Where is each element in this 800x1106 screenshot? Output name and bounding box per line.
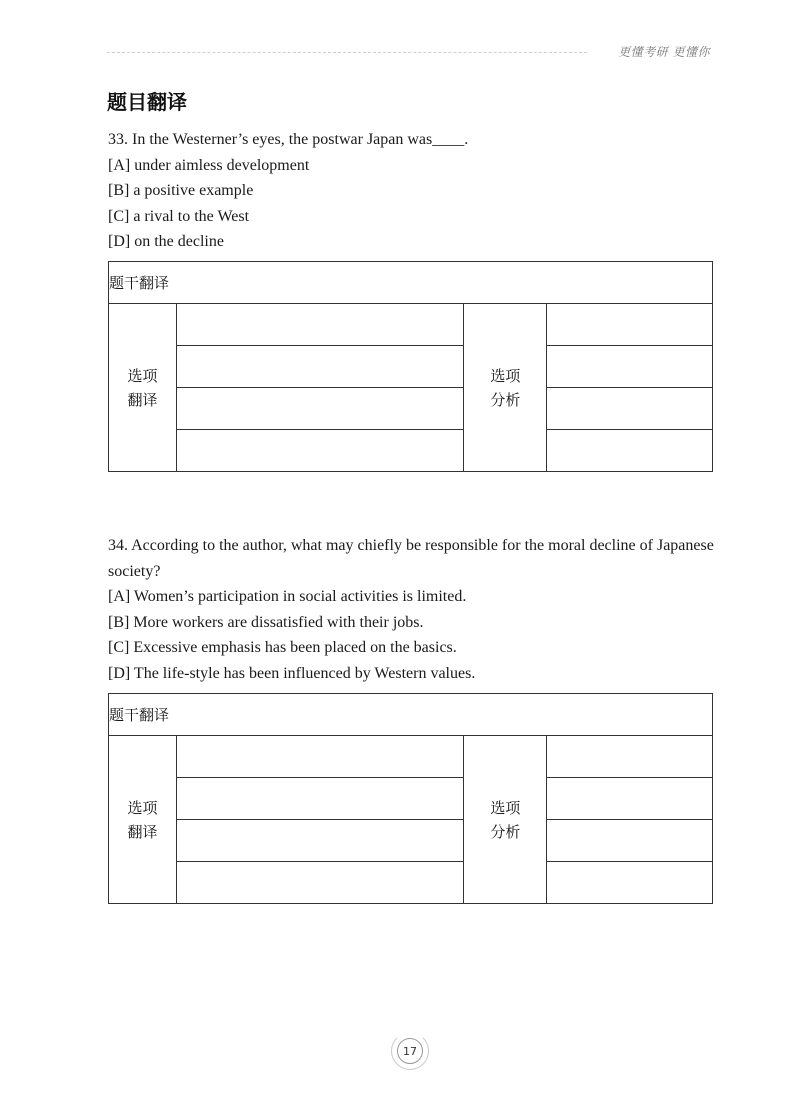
analysis-blank[interactable]: [547, 388, 713, 430]
option-analysis-label-line2: 分析: [490, 822, 521, 841]
option-b: [B] a positive example: [108, 182, 254, 199]
option-c: [C] a rival to the West: [108, 207, 250, 225]
question-stem: 33. In the Westerner’s eyes, the postwar Japan was____.: [108, 131, 469, 148]
question-34: [108, 533, 714, 686]
option-translation-label-line2: 翻译: [127, 822, 158, 841]
analysis-blank[interactable]: [547, 304, 713, 346]
option-translation-label-line2: 翻译: [127, 390, 158, 409]
analysis-blank[interactable]: [547, 820, 713, 862]
translation-blank[interactable]: [176, 778, 463, 820]
option-translation-label: [109, 304, 177, 472]
analysis-blank[interactable]: [547, 778, 713, 820]
answer-table-34: [108, 693, 713, 904]
translation-blank[interactable]: [176, 862, 463, 904]
option-d: [D] The life-style has been influenced by Western values.: [108, 664, 476, 682]
option-translation-label-line1: 选项: [127, 366, 158, 385]
translation-blank[interactable]: [176, 304, 463, 346]
analysis-blank[interactable]: [547, 736, 713, 778]
option-analysis-label-line1: 选项: [490, 366, 521, 385]
translation-blank[interactable]: [176, 346, 463, 388]
stem-translation-label: 题干翻译: [109, 262, 713, 304]
option-c: [C] Excessive emphasis has been placed on the basics.: [108, 639, 457, 656]
stem-translation-label: 题干翻译: [109, 694, 713, 736]
option-translation-label: [109, 736, 177, 904]
option-analysis-label: [464, 736, 547, 904]
translation-blank[interactable]: [176, 430, 463, 472]
header-divider: [107, 52, 587, 53]
option-d: [D] on the decline: [108, 233, 224, 250]
option-translation-label-line1: 选项: [127, 798, 158, 817]
analysis-blank[interactable]: [547, 430, 713, 472]
analysis-blank[interactable]: [547, 862, 713, 904]
question-33: [108, 127, 714, 255]
option-a: [A] Women’s participation in social activities is limited.: [108, 588, 467, 605]
option-analysis-label-line2: 分析: [490, 390, 521, 409]
page-number: 17: [397, 1038, 423, 1064]
answer-table-33: [108, 261, 713, 472]
translation-blank[interactable]: [176, 388, 463, 430]
option-a: [A] under aimless development: [108, 156, 310, 174]
translation-blank[interactable]: [176, 820, 463, 862]
analysis-blank[interactable]: [547, 346, 713, 388]
section-title: 题目翻译: [107, 90, 187, 114]
option-analysis-label-line1: 选项: [490, 798, 521, 817]
header-slogan: 更懂考研 更懂你: [618, 45, 710, 59]
option-b: [B] More workers are dissatisfied with their jobs.: [108, 613, 424, 631]
question-stem: 34. According to the author, what may chiefly be responsible for the moral decline of Japanese society?: [108, 537, 714, 580]
translation-blank[interactable]: [176, 736, 463, 778]
option-analysis-label: [464, 304, 547, 472]
